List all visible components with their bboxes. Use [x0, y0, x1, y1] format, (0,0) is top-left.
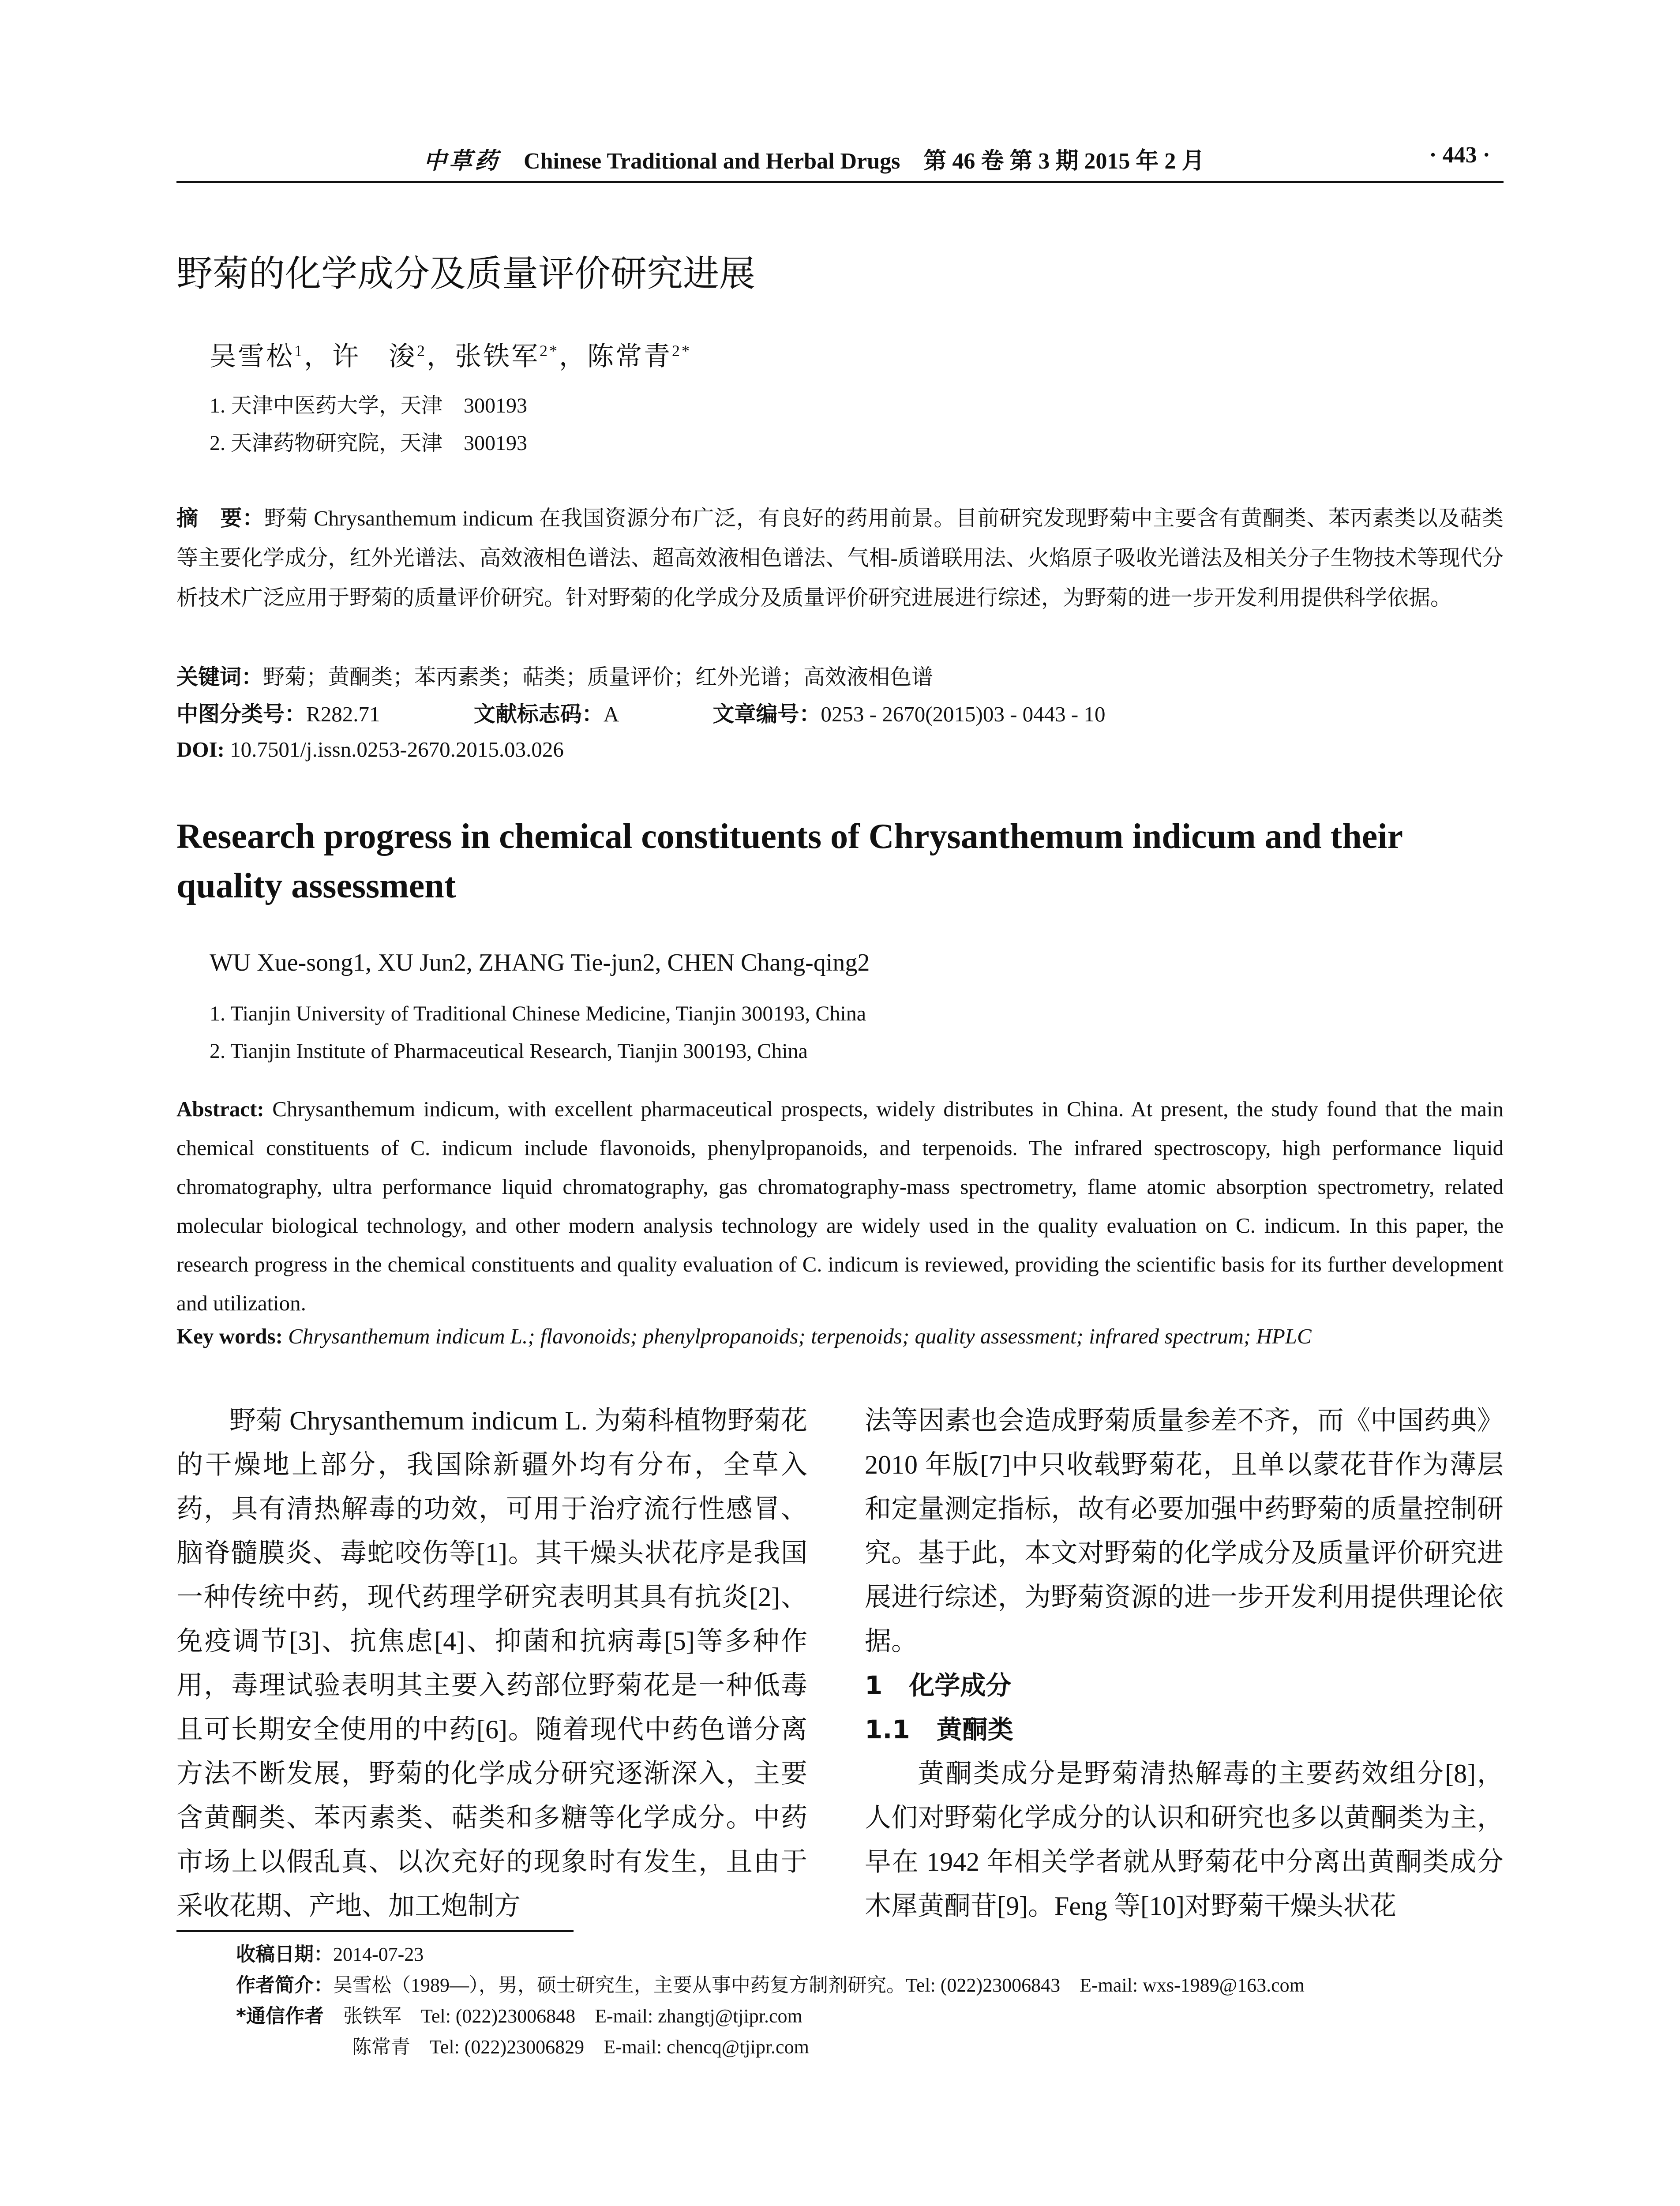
doi-label: DOI:	[176, 737, 225, 762]
en-affiliation-2: 2. Tianjin Institute of Pharmaceutical Research, Tianjin 300193, China	[210, 1039, 808, 1063]
body-paragraph-2: 法等因素也会造成野菊质量参差不齐，而《中国药典》2010 年版[7]中只收载野菊花，且单以蒙花苷作为薄层和定量测定指标，故有必要加强中药野菊的质量控制研究。基于此，本文对野菊的化学成分及质量评价研究进展进行综述，为野菊资源的进一步开发利用提供理论依据。	[865, 1406, 1504, 1656]
cn-author-1: 吴雪松	[210, 342, 294, 371]
cn-affiliation-1: 1. 天津中医药大学，天津 300193	[210, 394, 528, 417]
cn-author-2: 许 浚	[332, 342, 417, 371]
cn-abstract-text: 野菊 Chrysanthemum indicum 在我国资源分布广泛，有良好的药用前景。目前研究发现野菊中主要含有黄酮类、苯丙素类以及萜类等主要化学成分，红外光谱法、高效液相色谱法、超高效液相色谱法、气相-质谱联用法、火焰原子吸收光谱法及相关分子生物技术等现代分析技术广泛应用于野菊的质量评价研究。针对野菊的化学成分及质量评价研究进展进行综述，为野菊的进一步开发利用提供科学依据。	[176, 506, 1504, 610]
en-abstract-text: Chrysanthemum indicum, with excellent pharmaceutical prospects, widely distributes in China. At present, the study found that the main chemical constituents of C. indicum include flavonoids, phenylpropanoids, and terpenoids. The infrared spectroscopy, high performance liquid chromatography, ultra performance liquid chromatography, gas chromatography-mass spectrometry, flame atomic absorption spectrometry, related molecular biological technology, and other modern analysis technology are widely used in the quality evaluation on C. indicum. In this paper, the research progress in the chemical constituents and quality evaluation of C. indicum is reviewed, providing the scientific basis for its further development and utilization.	[176, 1097, 1504, 1315]
subsection-title: 黄酮类	[936, 1715, 1013, 1745]
body-paragraph-3: 黄酮类成分是野菊清热解毒的主要药效组分[8]，人们对野菊化学成分的认识和研究也多以黄酮类为主，早在 1942 年相关学者就从野菊花中分离出黄酮类成分木犀黄酮苷[9]。Feng 等[10]对野菊干燥头状花	[865, 1759, 1504, 1921]
doc-code-label: 文献标志码：	[473, 702, 604, 727]
corr-author-1: 张铁军 Tel: (022)23006848 E-mail: zhangtj@tjipr.com	[343, 2005, 802, 2027]
en-abstract	[176, 1090, 1504, 1323]
journal-issue: 第 46 卷 第 3 期 2015 年 2 月	[923, 149, 1205, 174]
en-keywords	[176, 1324, 1504, 1349]
received-label: 收稿日期：	[236, 1943, 333, 1966]
footnotes	[236, 1939, 1504, 2063]
cn-affiliation-2: 2. 天津药物研究院，天津 300193	[210, 431, 528, 455]
en-title: Research progress in chemical constituents of Chrysanthemum indicum and their quality assessment	[176, 817, 1402, 905]
en-authors: WU Xue-song1, XU Jun2, ZHANG Tie-jun2, CHEN Chang-qing2	[210, 949, 870, 976]
section-title: 化学成分	[909, 1670, 1012, 1700]
doc-code-value: A	[603, 702, 619, 726]
journal-logo-cn: 中草药	[424, 149, 501, 174]
cn-keywords-text: 野菊；黄酮类；苯丙素类；萜类；质量评价；红外光谱；高效液相色谱	[263, 665, 934, 689]
en-keywords-text: Chrysanthemum indicum L.; flavonoids; phenylpropanoids; terpenoids; quality assessment; infrared spectrum; HPLC	[288, 1324, 1312, 1348]
doi-line	[176, 737, 564, 762]
body-column-right	[865, 1399, 1504, 1928]
doi-value[interactable]: 10.7501/j.issn.0253-2670.2015.03.026	[230, 737, 564, 762]
article-no-label: 文章编号：	[712, 702, 821, 727]
en-abstract-label: Abstract:	[176, 1097, 264, 1121]
section-number: 1	[865, 1670, 883, 1700]
clc-label: 中图分类号：	[176, 702, 307, 727]
bio-value: 吴雪松（1989—），男，硕士研究生，主要从事中药复方制剂研究。Tel: (022)23006843 E-mail: wxs-1989@163.com	[333, 1974, 1305, 1996]
cn-abstract	[176, 499, 1504, 618]
cn-authors: 吴雪松$^1$，许 浚$^2$，张铁军$^{2*}$，陈常青$^{2*}$	[210, 342, 691, 371]
en-keywords-label: Key words:	[176, 1324, 283, 1348]
body-paragraph-1: 野菊 Chrysanthemum indicum L. 为菊科植物野菊花的干燥地上部分，我国除新疆外均有分布，全草入药，具有清热解毒的功效，可用于治疗流行性感冒、脑脊髓膜炎、毒蛇咬伤等[1]。其干燥头状花序是我国一种传统中药，现代药理学研究表明其具有抗炎[2]、免疫调节[3]、抗焦虑[4]、抑菌和抗病毒[5]等多种作用，毒理试验表明其主要入药部位野菊花是一种低毒且可长期安全使用的中药[6]。随着现代中药色谱分离方法不断发展，野菊的化学成分研究逐渐深入，主要含黄酮类、苯丙素类、萜类和多糖等化学成分。中药市场上以假乱真、以次充好的现象时有发生，且由于采收花期、产地、加工炮制方	[176, 1406, 807, 1921]
clc-value: R282.71	[306, 702, 380, 726]
body-column-left	[176, 1399, 807, 1928]
received-value: 2014-07-23	[333, 1943, 424, 1965]
cn-classification-line	[176, 697, 1504, 728]
footnote-author-bio	[236, 1970, 1504, 2001]
section-heading-1	[865, 1663, 1504, 1707]
bio-label: 作者简介：	[236, 1974, 333, 1996]
footnote-received	[236, 1939, 1504, 1970]
en-affiliation-1: 1. Tianjin University of Traditional Chinese Medicine, Tianjin 300193, China	[210, 1002, 866, 1025]
cn-abstract-label: 摘 要：	[176, 506, 264, 531]
cn-keywords-label: 关键词：	[176, 664, 263, 690]
section-heading-1-1	[865, 1707, 1504, 1752]
cn-title: 野菊的化学成分及质量评价研究进展	[176, 253, 756, 295]
corr-label: *通信作者	[236, 2005, 324, 2027]
subsection-number: 1.1	[865, 1715, 910, 1745]
cn-keywords	[176, 657, 1504, 697]
cn-author-3: 张铁军	[455, 342, 540, 371]
running-header	[176, 132, 1504, 183]
footnote-rule	[176, 1930, 574, 1932]
footnote-corresponding	[236, 2001, 1504, 2032]
cn-author-4: 陈常青	[587, 342, 672, 371]
footnote-corresponding-2: 陈常青 Tel: (022)23006829 E-mail: chencq@tjipr.com	[352, 2036, 809, 2058]
page-number: · 443 ·	[1429, 143, 1490, 168]
article-no-value: 0253 - 2670(2015)03 - 0443 - 10	[821, 702, 1106, 726]
journal-name-en: Chinese Traditional and Herbal Drugs	[524, 149, 900, 174]
journal-header	[424, 142, 1222, 175]
